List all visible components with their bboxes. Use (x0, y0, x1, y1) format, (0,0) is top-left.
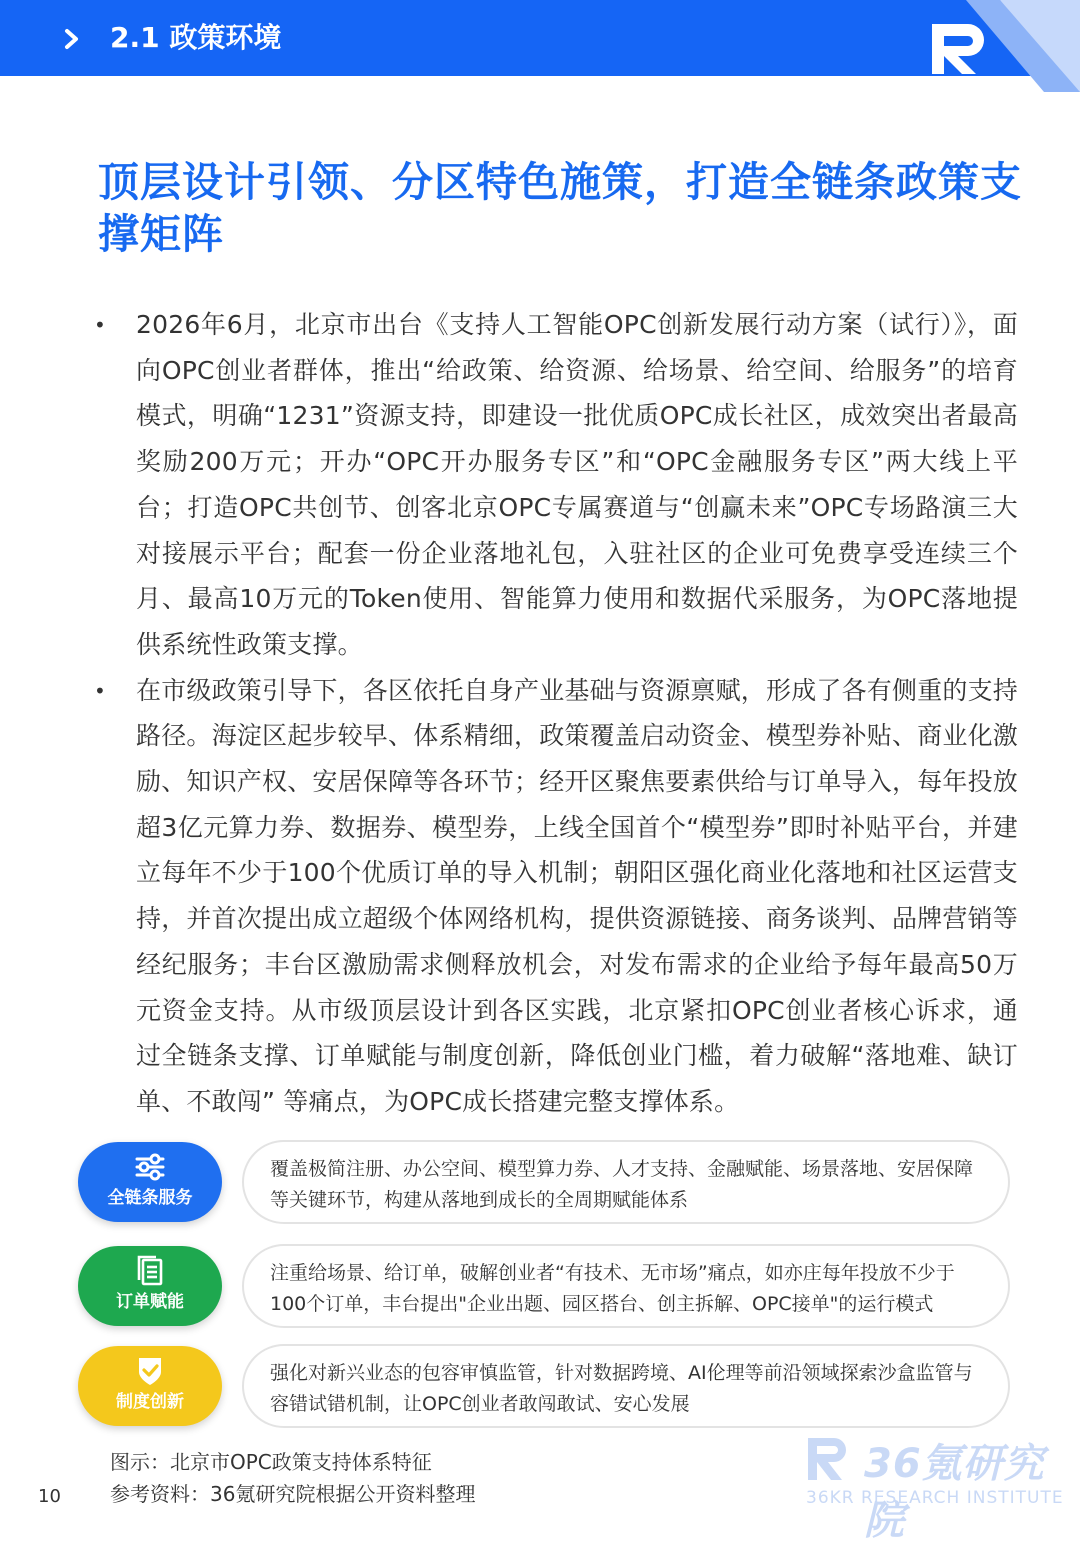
bullet-text: 在市级政策引导下，各区依托自身产业基础与资源禀赋，形成了各有侧重的支持路径。海淀区起步较早、体系精细，政策覆盖启动资金、模型券补贴、商业化激励、知识产权、安居保障等各环节；经开区聚焦要素供给与订单导入，每年投放超3亿元算力券、数据券、模型券，上线全国首个“模型券”即时补贴平台，并建立每年不少于100个优质订单的导入机制；朝阳区强化商业化落地和社区运营支持，并首次提出成立超级个体网络机构，提供资源链接、商务谈判、品牌营销等经纪服务；丰台区激励需求侧释放机会，对发布需求的企业给予每年最高50万元资金支持。从市级顶层设计到各区实践，北京紧扣OPC创业者核心诉求，通过全链条支撑、订单赋能与制度创新，降低创业门槛，着力破解“落地难、缺订单、不敢闯” 等痛点，为OPC成长搭建完整支撑体系。 (136, 675, 1019, 1116)
36kr-watermark-logo-icon (806, 1436, 854, 1482)
page-headline: 顶层设计引领、分区特色施策，打造全链条政策支撑矩阵 (98, 158, 1022, 258)
feature-card (242, 1140, 1010, 1224)
feature-row-institution (78, 1346, 1018, 1436)
bullet-icon: • (94, 313, 106, 337)
bullet-icon: • (94, 678, 106, 703)
badge-label: 全链条服务 (107, 1188, 193, 1208)
watermark-en: 36KR RESEARCH INSTITUTE (806, 1488, 1064, 1508)
document-stack-icon (133, 1254, 167, 1288)
badge-label: 制度创新 (116, 1392, 184, 1412)
watermark-cn: 36氪研究院 (864, 1441, 1045, 1544)
feature-description: 覆盖极简注册、办公空间、模型算力券、人才支持、金融赋能、场景落地、安居保障等关键环节，构建从落地到成长的全周期赋能体系 (270, 1158, 974, 1211)
feature-row-order (78, 1246, 1018, 1336)
badge-label: 订单赋能 (116, 1292, 184, 1312)
badge-institutional-innovation (78, 1346, 222, 1426)
page-number: 10 (38, 1486, 61, 1507)
section-title: 2.1 政策环境 (110, 21, 282, 54)
chevron-right-icon (62, 27, 82, 51)
feature-row-full-chain (78, 1142, 1018, 1232)
bullet-list (88, 302, 1018, 1125)
bullet-text: 2026年6月，北京市出台《支持人工智能OPC创新发展行动方案（试行）》，面向OPC创业者群体，推出“给政策、给资源、给场景、给空间、给服务”的培育模式，明确“1231”资源支持，即建设一批优质OPC成长社区，成效突出者最高奖励200万元；开办“OPC开办服务专区”和“OPC金融服务专区”两大线上平台；打造OPC共创节、创客北京OPC专属赛道与“创赢未来”OPC专场路演三大对接展示平台；配套一份企业落地礼包，入驻社区的企业可免费享受连续三个月、最高10万元的Token使用、智能算力使用和数据代采服务，为OPC落地提供系统性政策支撑。 (136, 310, 1018, 659)
sliders-icon (133, 1150, 167, 1184)
badge-order-enablement (78, 1246, 222, 1326)
feature-description: 注重给场景、给订单，破解创业者“有技术、无市场”痛点，如亦庄每年投放不少于100个订单，丰台提出"企业出题、园区搭台、创主拆解、OPC接单"的运行模式 (270, 1262, 955, 1315)
feature-description: 强化对新兴业态的包容审慎监管，针对数据跨境、AI伦理等前沿领域探索沙盒监管与容错试错机制，让OPC创业者敢闯敢试、安心发展 (270, 1362, 973, 1415)
shield-check-icon (133, 1354, 167, 1388)
source-caption: 参考资料：36氪研究院根据公开资料整理 (110, 1482, 476, 1506)
feature-card (242, 1244, 1010, 1328)
badge-full-chain-service (78, 1142, 222, 1222)
feature-card (242, 1344, 1010, 1428)
36kr-logo-icon (928, 20, 998, 76)
figure-caption: 图示：北京市OPC政策支持体系特征 (110, 1450, 432, 1474)
list-item (88, 302, 1018, 668)
list-item (88, 668, 1018, 1125)
